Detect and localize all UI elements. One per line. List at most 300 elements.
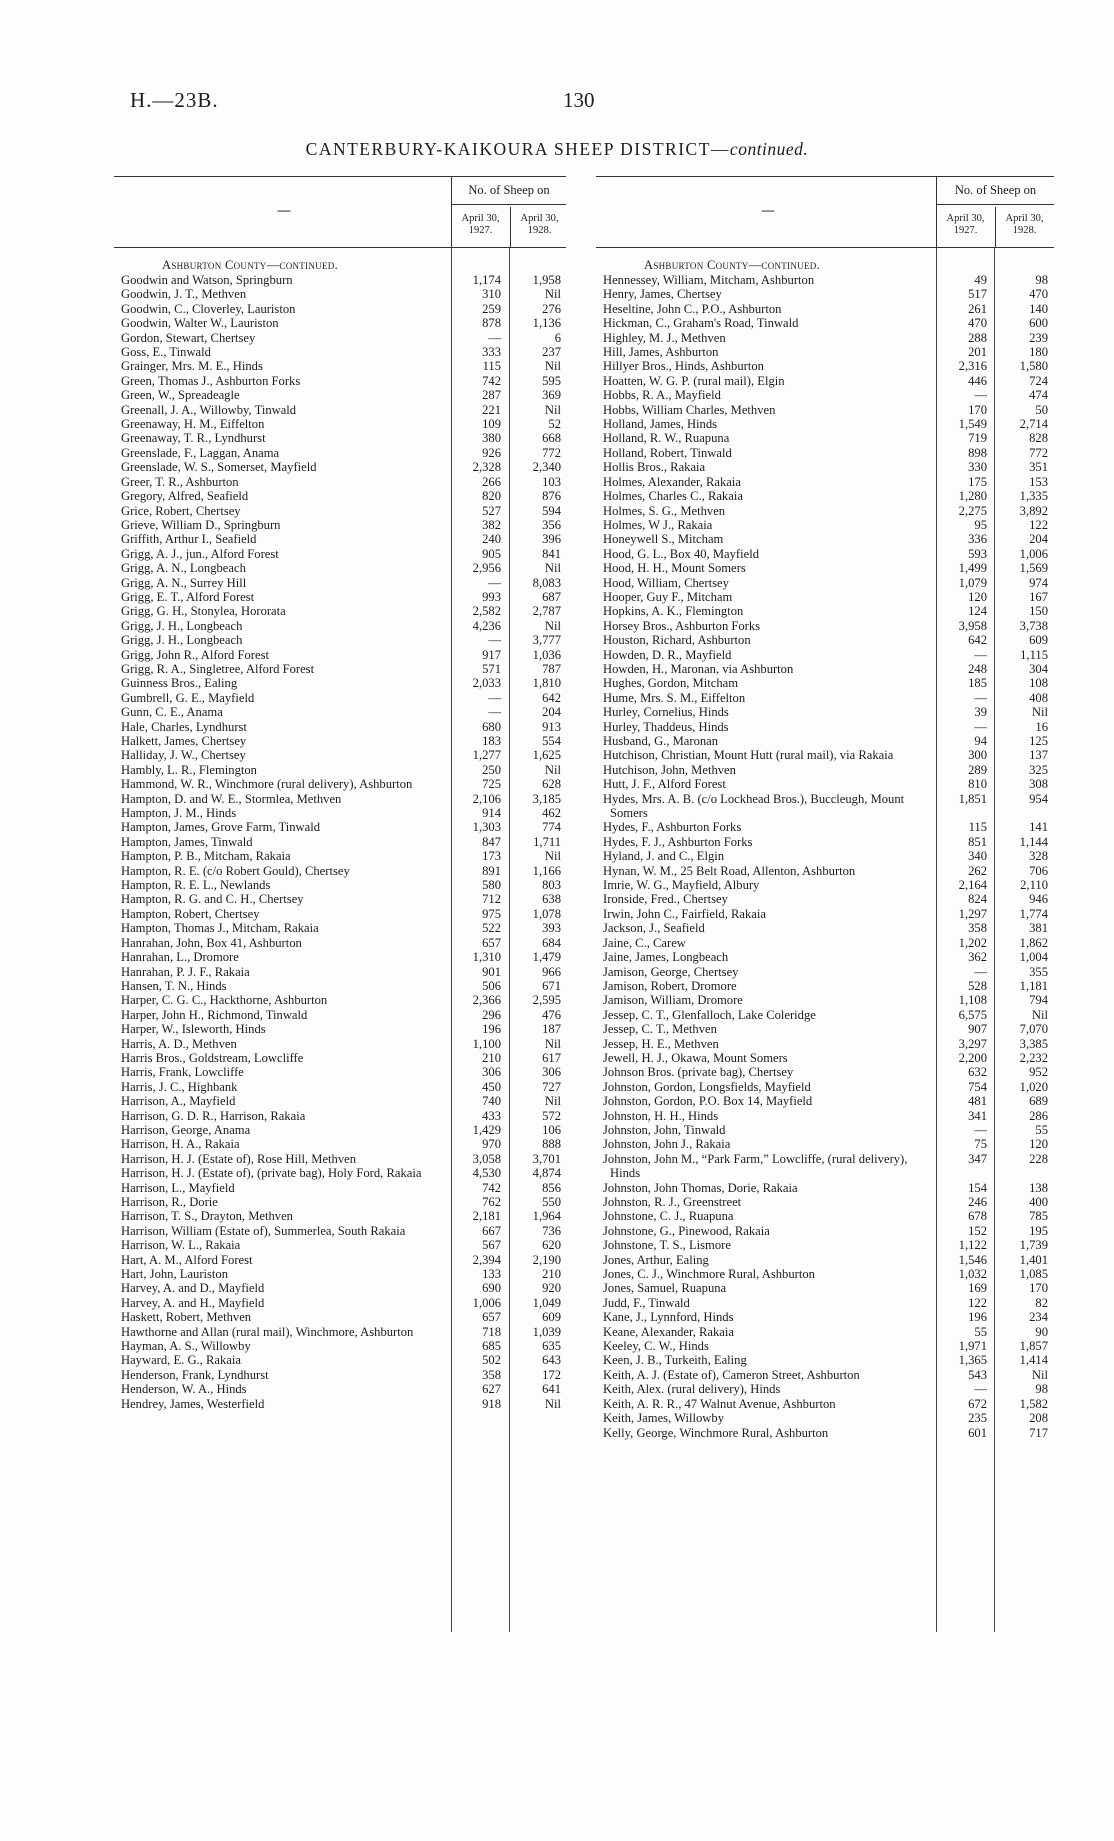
owner-name: Jessep, H. E., Methven	[603, 1036, 719, 1051]
owner-name: Greenslade, F., Laggan, Anama	[121, 445, 280, 460]
table-row	[114, 1310, 566, 1324]
table-row	[596, 1137, 1054, 1151]
sheep-1928: 638	[542, 892, 561, 907]
sheep-1927: 2,164	[958, 878, 987, 893]
sheep-1927: 185	[968, 676, 987, 691]
sheep-1927: 175	[968, 474, 987, 489]
sheep-1928: Nil	[544, 1396, 561, 1411]
sheep-1927: —	[974, 964, 987, 979]
table-row	[596, 1426, 1054, 1440]
sheep-1927: 690	[482, 1281, 501, 1296]
sheep-1928: 617	[542, 1050, 561, 1065]
owner-name: Johnston, H. H., Hinds	[603, 1108, 719, 1123]
owner-name: Hampton, J. M., Hinds	[121, 806, 237, 821]
owner-name: Hammond, W. R., Winchmore (rural delivery), Ashburton	[121, 777, 413, 792]
table-row	[114, 359, 566, 373]
owner-name: Hurley, Cornelius, Hinds	[603, 705, 729, 720]
table-row	[596, 648, 1054, 662]
owner-name: Keane, Alexander, Rakaia	[603, 1324, 734, 1339]
table-row	[596, 748, 1054, 762]
owner-name: Hayward, E. G., Rakaia	[121, 1353, 241, 1368]
owner-name: Greer, T. R., Ashburton	[121, 474, 239, 489]
sheep-1927: 259	[482, 301, 501, 316]
sheep-1927: 347	[968, 1151, 987, 1166]
owner-name: Keith, James, Willowby	[603, 1411, 724, 1426]
table-row	[114, 1022, 566, 1036]
table-row	[114, 892, 566, 906]
sheep-1927: 2,582	[472, 604, 501, 619]
table-row	[596, 388, 1054, 402]
sheep-1927: 917	[482, 647, 501, 662]
sheep-1927: 262	[968, 863, 987, 878]
sheep-1928: 476	[542, 1007, 561, 1022]
sheep-1928: Nil	[544, 561, 561, 576]
owner-name: Hampton, P. B., Mitcham, Rakaia	[121, 849, 291, 864]
sheep-1928: 572	[542, 1108, 561, 1123]
sheep-1927: 287	[482, 388, 501, 403]
table-row	[114, 1339, 566, 1353]
sheep-1928: 1,582	[1019, 1396, 1048, 1411]
sheep-1927: 109	[482, 417, 501, 432]
owner-name: Halkett, James, Chertsey	[121, 734, 247, 748]
table-header-left	[114, 176, 566, 248]
table-body-left	[114, 248, 566, 1411]
table-row	[114, 907, 566, 921]
owner-name: Gunn, C. E., Anama	[121, 705, 223, 720]
table-row	[596, 691, 1054, 705]
owner-name: Hurley, Thaddeus, Hinds	[603, 719, 729, 734]
owner-name: Hale, Charles, Lyndhurst	[121, 719, 247, 734]
sheep-1928: 1,401	[1019, 1252, 1048, 1267]
sheep-1928: Nil	[544, 287, 561, 302]
table-row	[596, 705, 1054, 719]
sheep-1927: 1,310	[472, 950, 501, 965]
owner-name: Jamison, William, Dromore	[603, 993, 743, 1008]
table-row	[114, 633, 566, 647]
sheep-1927: —	[488, 633, 501, 648]
sheep-1927: 502	[482, 1353, 501, 1368]
sheep-1928: 1,810	[532, 676, 561, 691]
table-row	[596, 734, 1054, 748]
sheep-1928: 2,340	[532, 460, 561, 475]
sheep-1928: 3,385	[1019, 1036, 1048, 1051]
table-row	[114, 374, 566, 388]
owner-name: Harris, Frank, Lowcliffe	[121, 1065, 244, 1080]
table-row	[596, 950, 1054, 964]
sheep-1928: 16	[1035, 719, 1048, 734]
sheep-1927: 95	[974, 517, 987, 532]
table-row	[596, 1209, 1054, 1223]
owner-name: Judd, F., Tinwald	[603, 1295, 690, 1310]
owner-name: Hampton, R. G. and C. H., Chertsey	[121, 892, 304, 907]
table-row	[114, 1353, 566, 1367]
owner-name: Grainger, Mrs. M. E., Hinds	[121, 359, 263, 374]
sheep-1927: 506	[482, 978, 501, 993]
table-row	[596, 1353, 1054, 1367]
table-row	[114, 676, 566, 690]
sheep-1928: 1,857	[1019, 1339, 1048, 1354]
owner-name: Hart, John, Lauriston	[121, 1267, 229, 1282]
owner-name: Husband, G., Maronan	[603, 734, 719, 748]
owner-name: Harrison, W. L., Rakaia	[121, 1238, 241, 1253]
table-row	[596, 892, 1054, 906]
sheep-1928: 1,144	[1019, 834, 1048, 849]
sheep-1927: 657	[482, 1310, 501, 1325]
sheep-1928: 122	[1029, 517, 1048, 532]
sheep-1928: 1,739	[1019, 1238, 1048, 1253]
table-row	[114, 1123, 566, 1137]
table-row	[596, 619, 1054, 633]
table-row	[596, 403, 1054, 417]
sheep-1927: 847	[482, 834, 501, 849]
owner-name: Holmes, Alexander, Rakaia	[603, 474, 741, 489]
sheep-1927: 3,297	[958, 1036, 987, 1051]
table-row	[596, 576, 1054, 590]
sheep-1927: 115	[482, 359, 501, 374]
table-row	[596, 1253, 1054, 1267]
sheep-1928: 4,874	[532, 1166, 561, 1181]
sheep-1927: —	[974, 719, 987, 734]
table-row	[114, 547, 566, 561]
sheep-1927: 2,316	[958, 359, 987, 374]
table-row	[596, 1123, 1054, 1137]
table-row	[596, 1339, 1054, 1353]
col-1927-header: April 30, 1927.	[461, 213, 500, 236]
table-row	[596, 878, 1054, 892]
sheep-1928: 204	[542, 705, 561, 720]
sheep-1927: —	[488, 575, 501, 590]
sheep-1928: 138	[1029, 1180, 1048, 1195]
page-title	[0, 139, 1114, 160]
owner-name: Jackson, J., Seafield	[603, 921, 705, 936]
sheep-1927: 905	[482, 546, 501, 561]
sheep-1928: 50	[1035, 402, 1048, 417]
sheep-1928: 470	[1029, 287, 1048, 302]
table-row	[596, 676, 1054, 690]
sheep-1927: 250	[482, 762, 501, 777]
owner-name: Grigg, J. H., Longbeach	[121, 618, 243, 633]
owner-name: Hampton, D. and W. E., Stormlea, Methven	[121, 791, 342, 806]
sheep-1927: 183	[482, 734, 501, 748]
sheep-1928: 1,020	[1019, 1079, 1048, 1094]
table-row	[596, 1411, 1054, 1425]
table-row	[114, 287, 566, 301]
sheep-1927: 240	[482, 532, 501, 547]
sheep-1927: 3,958	[958, 618, 987, 633]
sheep-1928: 952	[1029, 1065, 1048, 1080]
sheep-1927: 124	[968, 604, 987, 619]
sheep-1928: 170	[1029, 1281, 1048, 1296]
sheep-1928: 727	[542, 1079, 561, 1094]
table-row	[596, 835, 1054, 849]
table-row	[114, 1065, 566, 1079]
sheep-1928: 1,004	[1019, 950, 1048, 965]
sheep-1927: 742	[482, 1180, 501, 1195]
owner-name: Goodwin, J. T., Methven	[121, 287, 247, 302]
sheep-1927: 1,549	[958, 417, 987, 432]
owner-name: Heseltine, John C., P.O., Ashburton	[603, 301, 782, 316]
table-row	[596, 489, 1054, 503]
owner-name: Hume, Mrs. S. M., Eiffelton	[603, 690, 746, 705]
col-1927-header: April 30, 1927.	[946, 213, 985, 236]
owner-name: Goss, E., Tinwald	[121, 345, 211, 360]
sheep-1928: 1,625	[532, 748, 561, 763]
sheep-1928: 98	[1035, 1382, 1048, 1397]
sheep-1928: 137	[1029, 748, 1048, 763]
sheep-1928: 462	[542, 806, 561, 821]
owner-name: Grigg, A. N., Longbeach	[121, 561, 246, 576]
sheep-1928: 328	[1029, 849, 1048, 864]
sheep-1928: 1,136	[532, 316, 561, 331]
sheep-1927: 330	[968, 460, 987, 475]
owner-name: Henry, James, Chertsey	[603, 287, 722, 302]
table-row	[596, 504, 1054, 518]
sheep-1928: 1,181	[1019, 978, 1048, 993]
sheep-1927: 358	[968, 921, 987, 936]
table-row	[114, 1368, 566, 1382]
owner-name: Goodwin, Walter W., Lauriston	[121, 316, 279, 331]
owner-name: Grigg, A. N., Surrey Hill	[121, 575, 247, 590]
owner-name: Grigg, John R., Alford Forest	[121, 647, 269, 662]
table-row	[596, 590, 1054, 604]
sheep-1927: 1,100	[472, 1036, 501, 1051]
sheep-1928: 841	[542, 546, 561, 561]
owner-name: Houston, Richard, Ashburton	[603, 633, 751, 648]
owner-name: Kelly, George, Winchmore Rural, Ashburton	[603, 1425, 829, 1440]
table-row	[114, 979, 566, 993]
table-row	[596, 965, 1054, 979]
sheep-1927: 522	[482, 921, 501, 936]
sheep-1927: —	[488, 705, 501, 720]
table-body-right	[596, 248, 1054, 1440]
sheep-1927: 1,079	[958, 575, 987, 590]
table-row	[114, 1195, 566, 1209]
owner-name: Grigg, G. H., Stonylea, Hororata	[121, 604, 286, 619]
sheep-1928: 396	[542, 532, 561, 547]
owner-name: Hanrahan, John, Box 41, Ashburton	[121, 935, 302, 950]
table-row	[596, 864, 1054, 878]
sheep-1928: 120	[1029, 1137, 1048, 1152]
table-row	[114, 748, 566, 762]
table-row	[114, 1209, 566, 1223]
sheep-1928: 228	[1029, 1151, 1048, 1166]
sheep-1927: 6,575	[958, 1007, 987, 1022]
table-row	[114, 302, 566, 316]
table-row	[114, 1296, 566, 1310]
sheep-1927: 580	[482, 878, 501, 893]
table-row	[114, 1238, 566, 1252]
sheep-1928: 286	[1029, 1108, 1048, 1123]
sheep-1927: 1,546	[958, 1252, 987, 1267]
sheep-1928: 772	[1029, 445, 1048, 460]
sheep-1927: —	[974, 690, 987, 705]
sheep-1928: 946	[1029, 892, 1048, 907]
sheep-1928: 687	[542, 589, 561, 604]
sheep-1927: 221	[482, 402, 501, 417]
table-row	[596, 345, 1054, 359]
owner-name: Grigg, J. H., Longbeach	[121, 633, 243, 648]
table-row	[114, 734, 566, 748]
sheep-1927: 742	[482, 373, 501, 388]
owner-name: Jones, C. J., Winchmore Rural, Ashburton	[603, 1267, 815, 1282]
owner-name: Grigg, R. A., Singletree, Alford Forest	[121, 661, 315, 676]
sheep-1928: 803	[542, 878, 561, 893]
table-row	[114, 1253, 566, 1267]
sheep-1927: 75	[974, 1137, 987, 1152]
sheep-1927: 382	[482, 517, 501, 532]
table-row	[114, 1325, 566, 1339]
table-row	[596, 1224, 1054, 1238]
page-number: 130	[563, 88, 595, 112]
owner-name: Holmes, Charles C., Rakaia	[603, 489, 743, 504]
owner-name: Henderson, W. A., Hinds	[121, 1382, 247, 1397]
sheep-1927: 657	[482, 935, 501, 950]
table-row	[114, 835, 566, 849]
sheep-1928: 103	[542, 474, 561, 489]
owner-name: Hampton, James, Tinwald	[121, 834, 253, 849]
sheep-1928: 308	[1029, 777, 1048, 792]
owner-name: Johnstone, T. S., Lismore	[603, 1238, 731, 1253]
sheep-1927: 248	[968, 661, 987, 676]
owner-name: Hampton, James, Grove Farm, Tinwald	[121, 820, 321, 835]
owner-name: Howden, H., Maronan, via Ashburton	[603, 661, 794, 676]
owner-name: Hoatten, W. G. P. (rural mail), Elgin	[603, 373, 785, 388]
owner-name: Honeywell S., Mitcham	[603, 532, 724, 547]
sheep-1928: 706	[1029, 863, 1048, 878]
table-row	[596, 518, 1054, 532]
sheep-1928: 355	[1029, 964, 1048, 979]
sheep-1928: Nil	[1031, 1007, 1048, 1022]
owner-name: Irwin, John C., Fairfield, Rakaia	[603, 906, 766, 921]
sheep-1928: 954	[1029, 791, 1048, 806]
owner-name: Howden, D. R., Mayfield	[603, 647, 732, 662]
table-row	[596, 1195, 1054, 1209]
sheep-1928: 1,964	[532, 1209, 561, 1224]
table-row	[596, 1109, 1054, 1123]
sheep-1928: 628	[542, 777, 561, 792]
sheep-1927: 975	[482, 906, 501, 921]
table-row	[596, 532, 1054, 546]
table-row	[596, 417, 1054, 431]
owner-name: Hanrahan, L., Dromore	[121, 950, 239, 965]
sheep-1927: 1,365	[958, 1353, 987, 1368]
table-row	[114, 1281, 566, 1295]
sheep-1928: 595	[542, 373, 561, 388]
table-row	[596, 662, 1054, 676]
owner-name: Hampton, Thomas J., Mitcham, Rakaia	[121, 921, 319, 936]
table-row	[596, 1267, 1054, 1281]
sheep-1928: 6	[554, 330, 561, 345]
owner-name: Keeley, C. W., Hinds	[603, 1339, 709, 1354]
sheep-1927: 481	[968, 1094, 987, 1109]
owner-name: Hydes, F., Ashburton Forks	[603, 820, 742, 835]
sheep-1928: 3,738	[1019, 618, 1048, 633]
sheep-1928: 736	[542, 1223, 561, 1238]
owner-name: Henderson, Frank, Lyndhurst	[121, 1367, 269, 1382]
sheep-1927: 296	[482, 1007, 501, 1022]
sheep-1927: 593	[968, 546, 987, 561]
owner-name: Hampton, R. E. L., Newlands	[121, 878, 271, 893]
sheep-1928: 620	[542, 1238, 561, 1253]
owner-name: Goodwin and Watson, Springburn	[121, 273, 293, 287]
owner-name: Hickman, C., Graham's Road, Tinwald	[603, 316, 799, 331]
sheep-1927: 762	[482, 1195, 501, 1209]
table-row	[114, 345, 566, 359]
table-row	[596, 446, 1054, 460]
sheep-1927: 49	[974, 273, 987, 287]
table-row	[114, 1382, 566, 1396]
table-row	[596, 849, 1054, 863]
sheep-1927: 1,202	[958, 935, 987, 950]
owner-name: Grigg, A. J., jun., Alford Forest	[121, 546, 279, 561]
table-row	[114, 619, 566, 633]
sheep-1928: 643	[542, 1353, 561, 1368]
sheep-1928: 1,580	[1019, 359, 1048, 374]
sheep-1927: 115	[968, 820, 987, 835]
sheep-1928: 1,958	[532, 273, 561, 287]
owner-name: Hopkins, A. K., Flemington	[603, 604, 744, 619]
table-row	[114, 590, 566, 604]
sheep-1928: 609	[1029, 633, 1048, 648]
owner-name: Jones, Samuel, Ruapuna	[603, 1281, 727, 1296]
owner-name: Jessep, C. T., Glenfalloch, Lake Coleridge	[603, 1007, 816, 1022]
sheep-1927: 2,394	[472, 1252, 501, 1267]
sheep-1927: 333	[482, 345, 501, 360]
sheep-1927: 3,058	[472, 1151, 501, 1166]
table-row	[114, 475, 566, 489]
table-row	[596, 1008, 1054, 1022]
sheep-1927: 289	[968, 762, 987, 777]
table-row	[114, 576, 566, 590]
table-row	[114, 1008, 566, 1022]
sheep-count-title: No. of Sheep on	[452, 177, 566, 205]
sheep-1927: 288	[968, 330, 987, 345]
owner-name: Jessep, C. T., Methven	[603, 1022, 717, 1037]
owner-name: Hollis Bros., Rakaia	[603, 460, 706, 475]
table-row	[114, 720, 566, 734]
sheep-1928: 408	[1029, 690, 1048, 705]
table-row	[114, 662, 566, 676]
sheep-1927: 1,851	[958, 791, 987, 806]
section-heading: Ashburton County—continued.	[162, 258, 339, 272]
sheep-1927: 55	[974, 1324, 987, 1339]
sheep-1927: 901	[482, 964, 501, 979]
owner-name: Harrison, T. S., Drayton, Methven	[121, 1209, 293, 1224]
sheep-1927: 719	[968, 431, 987, 446]
sheep-1928: 2,595	[532, 993, 561, 1008]
table-row	[596, 1368, 1054, 1382]
owner-name: Holland, R. W., Ruapuna	[603, 431, 730, 446]
table-row	[114, 1109, 566, 1123]
sheep-1927: 2,200	[958, 1050, 987, 1065]
sheep-1927: 196	[482, 1022, 501, 1037]
sheep-1928: 55	[1035, 1122, 1048, 1137]
sheep-1928: 108	[1029, 676, 1048, 691]
name-column-header: —	[277, 203, 291, 219]
owner-name: Jaine, C., Carew	[603, 935, 686, 950]
sheep-1927: 1,429	[472, 1122, 501, 1137]
sheep-1928: 3,185	[532, 791, 561, 806]
table-row	[596, 763, 1054, 777]
table-row	[114, 331, 566, 345]
sheep-1927: 1,006	[472, 1295, 501, 1310]
sheep-1928: 876	[542, 489, 561, 504]
owner-name: Harrison, H. J. (Estate of), Rose Hill, Methven	[121, 1151, 357, 1166]
sheep-1928: 356	[542, 517, 561, 532]
sheep-1928: 913	[542, 719, 561, 734]
sheep-1928: 141	[1029, 820, 1048, 835]
sheep-1927: 907	[968, 1022, 987, 1037]
